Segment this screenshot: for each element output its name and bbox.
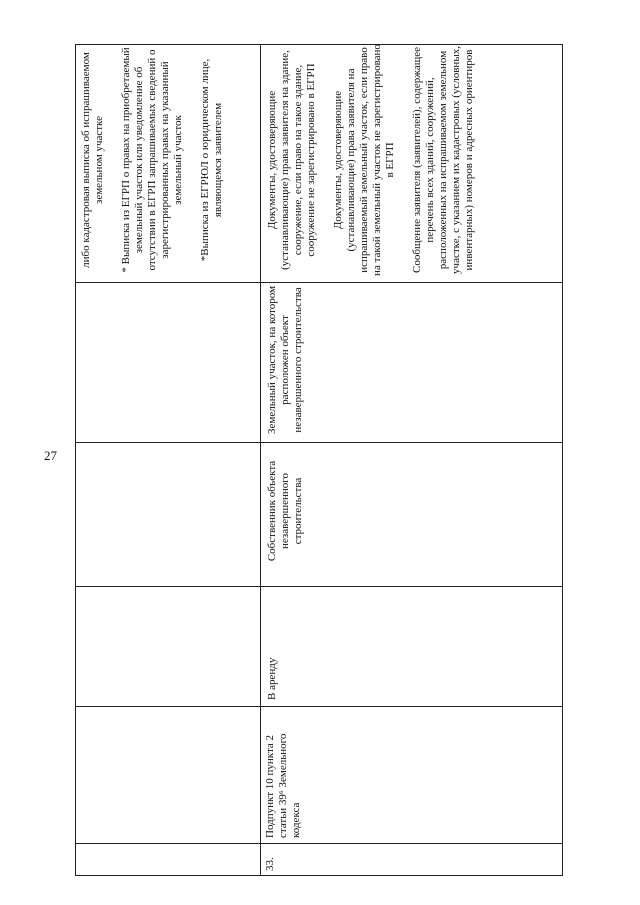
table-line	[75, 706, 563, 707]
page-number: 27	[44, 448, 57, 463]
row-purpose: В аренду	[266, 657, 278, 700]
row-basis: Подпункт 10 пункта 2 статьи 39⁶ Земельного кодекса	[264, 733, 302, 838]
table-line	[75, 875, 563, 876]
prev-row-documents: либо кадастровая выписка об испрашиваемом земельном участке * Выписка из ЕГРП о правах на приобретаемый земельный участок или уведомление об отсутствии в ЕГРП запрашиваемых сведений о зарегистрированных правах на указанный земельный участок *Выписка из ЕГРЮЛ о юридическом лице, являющемся заявителем	[80, 47, 224, 273]
table-line	[75, 282, 563, 283]
table-line	[75, 586, 563, 587]
table-line	[75, 442, 563, 443]
table-line	[562, 44, 563, 876]
table-line	[260, 44, 261, 876]
table-line	[75, 44, 76, 876]
row-documents: Документы, удостоверяющие (устанавливающие) права заявителя на здание, сооружение, если право на такое здание, сооружение не зарегистрировано в ЕГРП Документы, удостоверяющие (устанавливающие) права заявителя на испрашиваемый земельный участок, если право на такой земельный участок не зарегистрировано в ЕГРП Сообщение заявителя (заявителей), содержащее перечень всех зданий, сооружений, расположенных на испрашиваемом земельном участке, с указанием их кадастровых (условных, инвентарных) номеров и адресных ориентиров	[266, 44, 475, 276]
row-land-plot: Земельный участок, на котором расположен объект незавершенного строительства	[266, 285, 304, 435]
row-applicant: Собственник объекта незавершенного строительства	[266, 460, 304, 562]
row-number: 33.	[264, 857, 276, 871]
table-line	[75, 843, 563, 844]
